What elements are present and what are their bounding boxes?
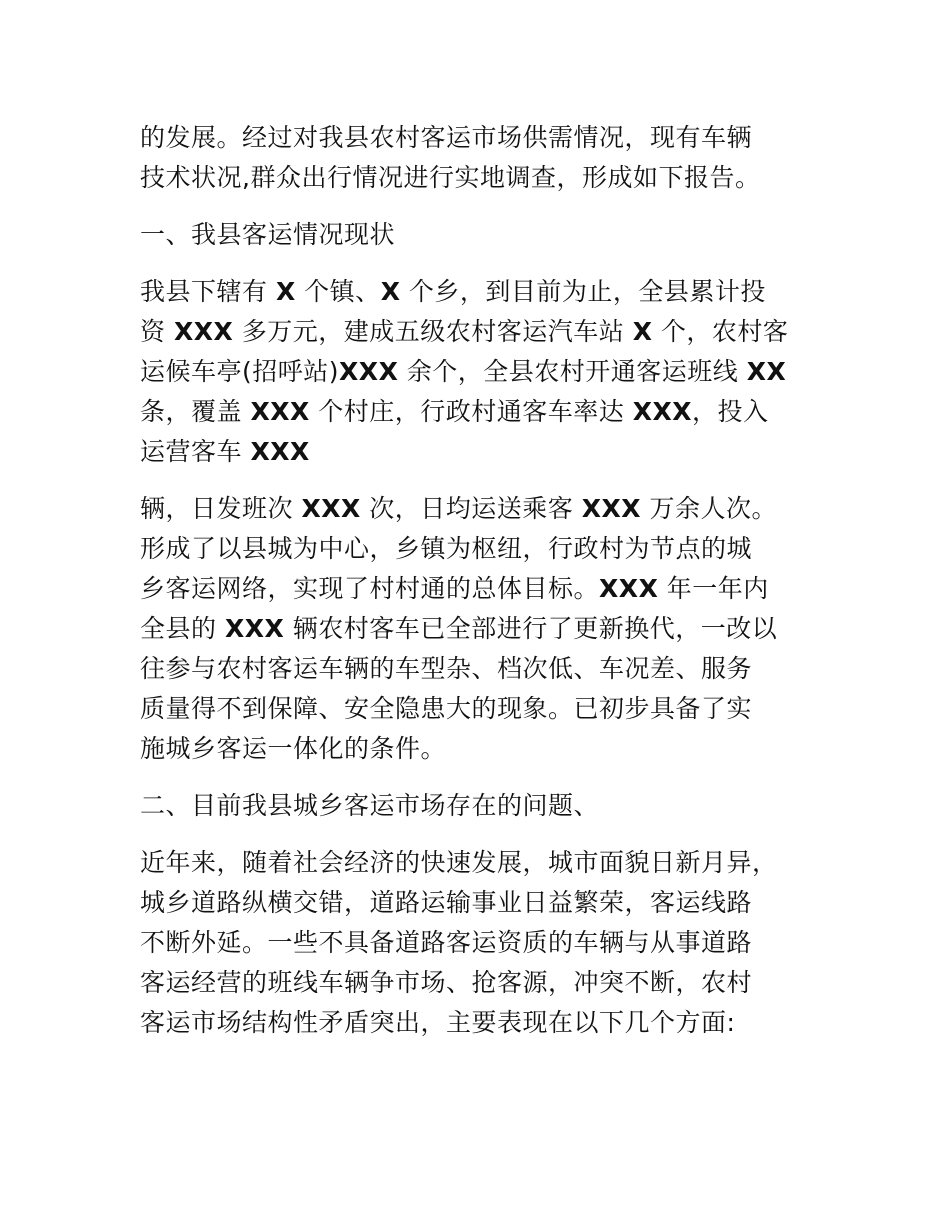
- text-line: 运营客车 XXX: [140, 437, 310, 466]
- document-body: [140, 118, 820, 1060]
- text-line: 质量得不到保障、安全隐患大的现象。已初步具备了实: [140, 694, 753, 723]
- text-line: 条，覆盖 XXX 个村庄，行政村通客车率达 XXX，投入: [140, 397, 769, 426]
- text-line: 往参与农村客运车辆的车型杂、档次低、车况差、服务: [140, 654, 753, 683]
- text-line: 的发展。经过对我县农村客运市场供需情况，现有车辆: [140, 123, 753, 152]
- text-line: 不断外延。一些不具备道路客运资质的车辆与从事道路: [140, 928, 753, 957]
- text-line: 客运经营的班线车辆争市场、抢客源，冲突不断，农村: [140, 968, 753, 997]
- text-line: 资 XXX 多万元，建成五级农村客运汽车站 X 个，农村客: [140, 317, 789, 346]
- paragraph-problems: [140, 843, 820, 1043]
- section-heading-2: [140, 786, 820, 826]
- paragraph-network: [140, 489, 820, 769]
- text-line: 近年来，随着社会经济的快速发展，城市面貌日新月异，: [140, 848, 778, 877]
- paragraph-stats: [140, 272, 820, 472]
- text-line: 一、我县客运情况现状: [140, 220, 396, 249]
- paragraph-intro: [140, 118, 820, 198]
- text-line: 客运市场结构性矛盾突出，主要表现在以下几个方面:: [140, 1008, 736, 1037]
- text-line: 二、目前我县城乡客运市场存在的问题、: [140, 791, 600, 820]
- text-line: 乡客运网络，实现了村村通的总体目标。XXX 年一年内: [140, 574, 769, 603]
- text-line: 施城乡客运一体化的条件。: [140, 734, 447, 763]
- text-line: 我县下辖有 X 个镇、X 个乡，到目前为止，全县累计投: [140, 277, 766, 306]
- text-line: 辆，日发班次 XXX 次，日均运送乘客 XXX 万余人次。: [140, 494, 777, 523]
- text-line: 全县的 XXX 辆农村客车已全部进行了更新换代，一改以: [140, 614, 778, 643]
- text-line: 运候车亭(招呼站)XXX 余个，全县农村开通客运班线 XX: [140, 357, 787, 386]
- section-heading-1: [140, 215, 820, 255]
- text-line: 技术状况,群众出行情况进行实地调查，形成如下报告。: [140, 163, 761, 192]
- text-line: 城乡道路纵横交错，道路运输事业日益繁荣，客运线路: [140, 888, 753, 917]
- text-line: 形成了以县城为中心，乡镇为枢纽，行政村为节点的城: [140, 534, 753, 563]
